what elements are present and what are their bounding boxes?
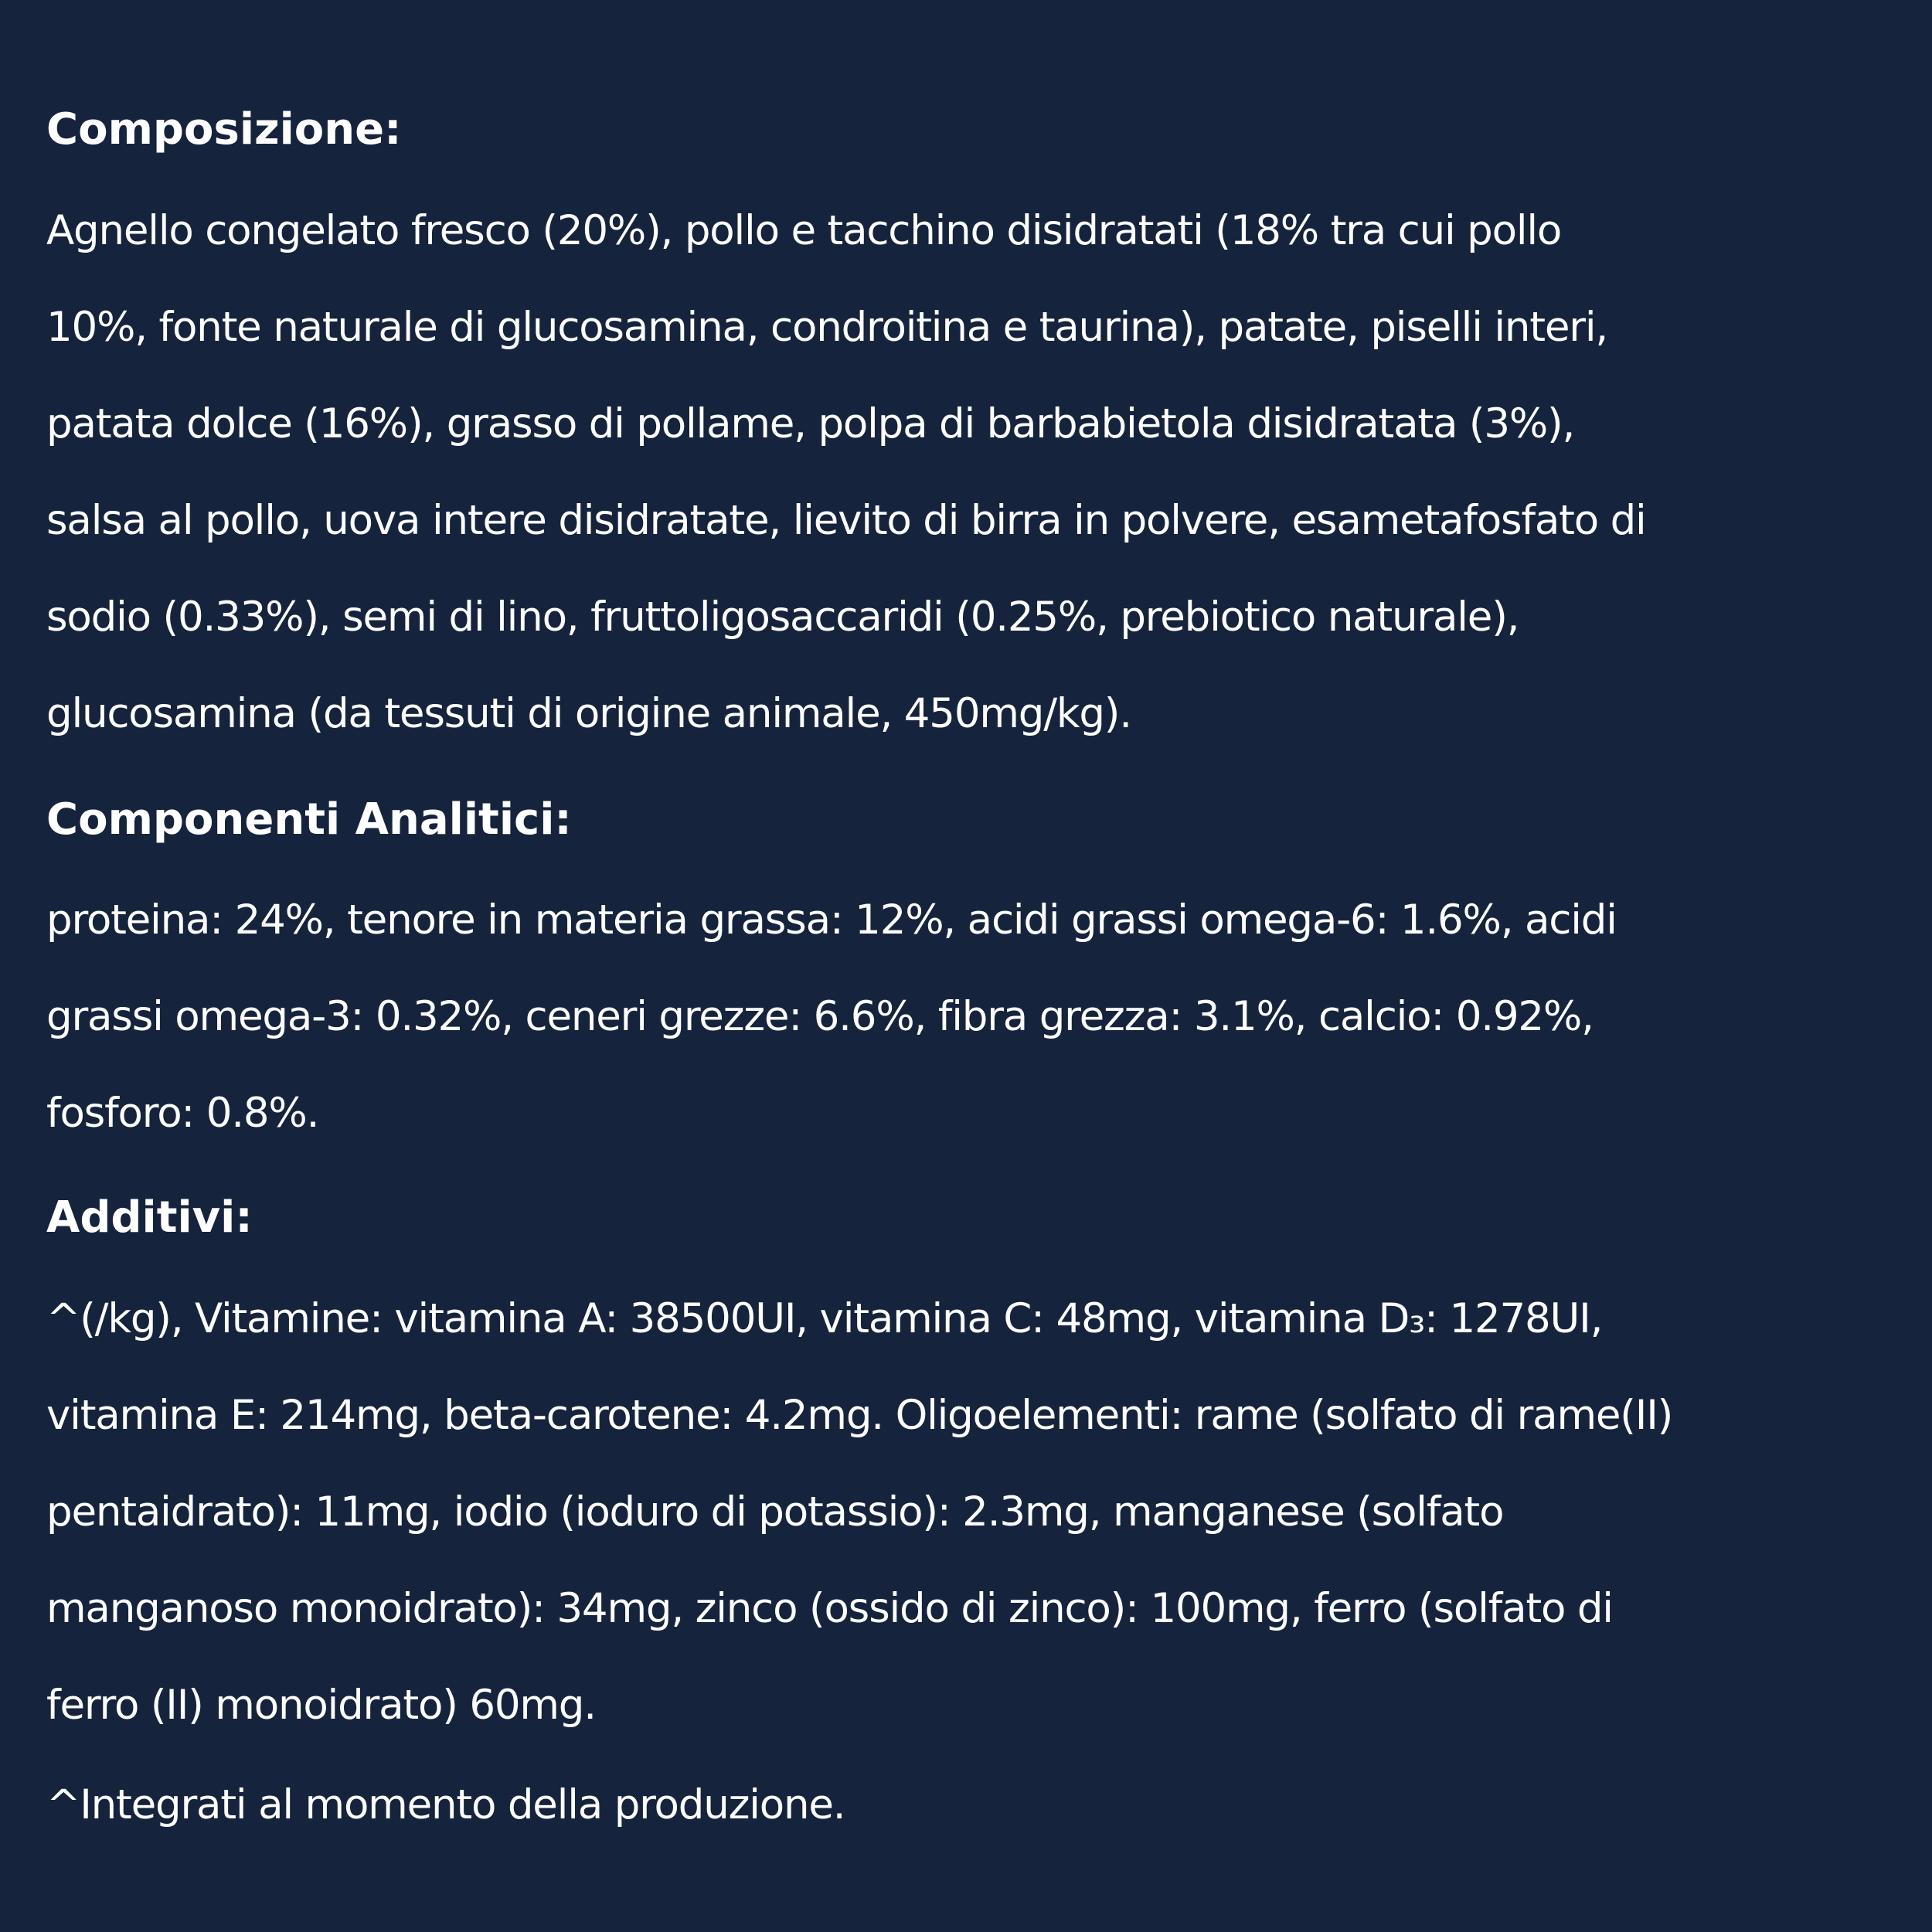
- composizione-line: Agnello congelato fresco (20%), pollo e tacchino disidratati (18% tra cui pollo: [46, 207, 1562, 254]
- componenti-analitici-line: grassi omega-3: 0.32%, ceneri grezze: 6.6%, fibra grezza: 3.1%, calcio: 0.92%,: [46, 993, 1594, 1040]
- composizione-heading: Composizione:: [46, 104, 402, 155]
- composizione-line: salsa al pollo, uova intere disidratate, lievito di birra in polvere, esametafosfato di: [46, 497, 1646, 544]
- componenti-analitici-line: fosforo: 0.8%.: [46, 1090, 319, 1137]
- footnote-text: ^Integrati al momento della produzione.: [46, 1781, 845, 1828]
- composizione-line: sodio (0.33%), semi di lino, fruttoligosaccaridi (0.25%, prebiotico naturale),: [46, 594, 1519, 641]
- additivi-line: ^(/kg), Vitamine: vitamina A: 38500UI, vitamina C: 48mg, vitamina D₃: 1278UI,: [46, 1295, 1603, 1342]
- componenti-analitici-line: proteina: 24%, tenore in materia grassa: 12%, acidi grassi omega-6: 1.6%, acidi: [46, 896, 1617, 944]
- componenti-analitici-heading: Componenti Analitici:: [46, 794, 572, 845]
- composizione-line: patata dolce (16%), grasso di pollame, polpa di barbabietola disidratata (3%),: [46, 400, 1575, 447]
- additivi-line: pentaidrato): 11mg, iodio (ioduro di potassio): 2.3mg, manganese (solfato: [46, 1488, 1504, 1536]
- additivi-line: vitamina E: 214mg, beta-carotene: 4.2mg. Oligoelementi: rame (solfato di rame(II): [46, 1392, 1673, 1439]
- additivi-line: manganoso monoidrato): 34mg, zinco (ossido di zinco): 100mg, ferro (solfato di: [46, 1585, 1613, 1632]
- composizione-text: [46, 182, 1932, 762]
- componenti-analitici-text: [46, 872, 1932, 1162]
- composizione-line: glucosamina (da tessuti di origine animale, 450mg/kg).: [46, 690, 1131, 737]
- additivi-line: ferro (II) monoidrato) 60mg.: [46, 1682, 596, 1729]
- composizione-line: 10%, fonte naturale di glucosamina, condroitina e taurina), patate, piselli interi,: [46, 304, 1608, 351]
- additivi-heading: Additivi:: [46, 1192, 253, 1243]
- additivi-text: [46, 1270, 1932, 1753]
